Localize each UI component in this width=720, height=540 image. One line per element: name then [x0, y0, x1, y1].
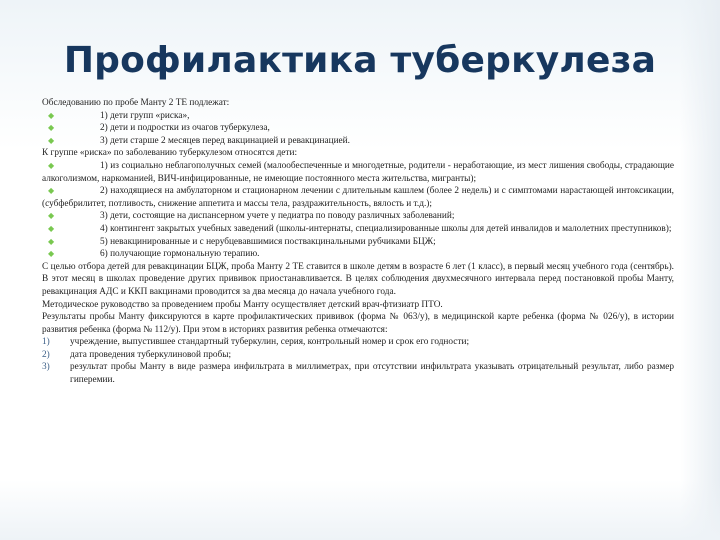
- item-number: 1): [42, 337, 50, 348]
- intro-text: Обследованию по пробе Манту 2 ТЕ подлежат:: [42, 98, 230, 108]
- bullet-icon: ◆: [48, 249, 55, 259]
- list-item: ◆ 2) дети и подростки из очагов туберкулеза,: [48, 123, 270, 134]
- numbered-item: 3) результат пробы Манту в виде размера инфильтрата в миллиметрах, при отсутствии инфильтрата указывать отрицательный результат, либо размер гиперемии.: [42, 362, 674, 386]
- bullet-icon: ◆: [48, 160, 55, 170]
- bullet-icon: ◆: [48, 186, 55, 196]
- list-item: ◆ 4) контингент закрытых учебных заведений (школы-интернаты, специализированные школы для детей инвалидов и малолетних преступников);: [48, 223, 672, 234]
- bullet-icon: ◆: [48, 223, 55, 233]
- list-item: ◆ 6) получающие гормональную терапию.: [48, 249, 260, 260]
- list-item: ◆ 3) дети старше 2 месяцев перед вакцинацией и ревакцинацией.: [48, 135, 350, 146]
- risk-intro-text: К группе «риска» по заболеванию туберкулезом относятся дети:: [42, 148, 298, 159]
- bullet-icon: ◆: [48, 110, 55, 120]
- bullet-icon: ◆: [48, 135, 55, 145]
- paragraph-revaccination: С целью отбора детей для ревакцинации БЦЖ, проба Манту 2 ТЕ ставится в школе детям в возрасте 6 лет (1 класс), в первый месяц учебного года (сентябрь). В этот месяц в школах проведение других прививок приостанавливается. В целях соблюдения двухмесячного интервала перед постановкой пробы Манту, ревакцинация АДС и ККП вакцинами проводится за два месяца до начала учебного года.: [42, 261, 674, 297]
- list-item: ◆ 5) невакцинированные и с нерубцевавшимися поствакцинальными рубчиками БЦЖ;: [48, 236, 436, 247]
- numbered-item: 2) дата проведения туберкулиновой пробы;: [42, 349, 232, 360]
- paragraph-results: Результаты пробы Манту фиксируются в карте профилактических прививок (форма № 063/у), в медицинской карте ребенка (форма № 026/у), в истории развития ребенка (форма № 112/у). При этом в историях развития ребенка отмечаются:: [42, 312, 674, 335]
- item-number: 3): [42, 362, 50, 373]
- slide-title: Профилактика туберкулеза: [63, 40, 657, 81]
- background-bottom-gradient: [0, 480, 720, 540]
- paragraph-methodology: Методическое руководство за проведением пробы Манту осуществляет детский врач-фтизиатр ПТО.: [42, 299, 443, 310]
- list-item: ◆ 1) дети групп «риска»,: [48, 110, 190, 121]
- background-right-gradient: [680, 0, 720, 540]
- list-item: ◆ 2) находящиеся на амбулаторном и стационарном лечении с длительным кашлем (более 2 недель) и с симптомами нарастающей интоксикации, (субфебрилитет, потливость, снижение аппетита и массы тела, раздражительность, вялость и т.д.);: [42, 186, 674, 209]
- bullet-icon: ◆: [48, 123, 55, 133]
- list-item: ◆ 3) дети, состоящие на диспансерном учете у педиатра по поводу различных заболеваний;: [48, 211, 455, 222]
- bullet-icon: ◆: [48, 236, 55, 246]
- slide-body: [42, 97, 674, 387]
- item-number: 2): [42, 349, 50, 360]
- numbered-item: 1) учреждение, выпустившее стандартный туберкулин, серия, контрольный номер и срок его годности;: [42, 337, 470, 348]
- bullet-icon: ◆: [48, 211, 55, 221]
- list-item: ◆ 1) из социально неблагополучных семей (малообеспеченные и многодетные, родители - неработающие, из мест лишения свободы, страдающие алкоголизмом, наркоманией, ВИЧ-инфицированные, не имеющие постоянного места жительства, мигранты);: [42, 160, 674, 184]
